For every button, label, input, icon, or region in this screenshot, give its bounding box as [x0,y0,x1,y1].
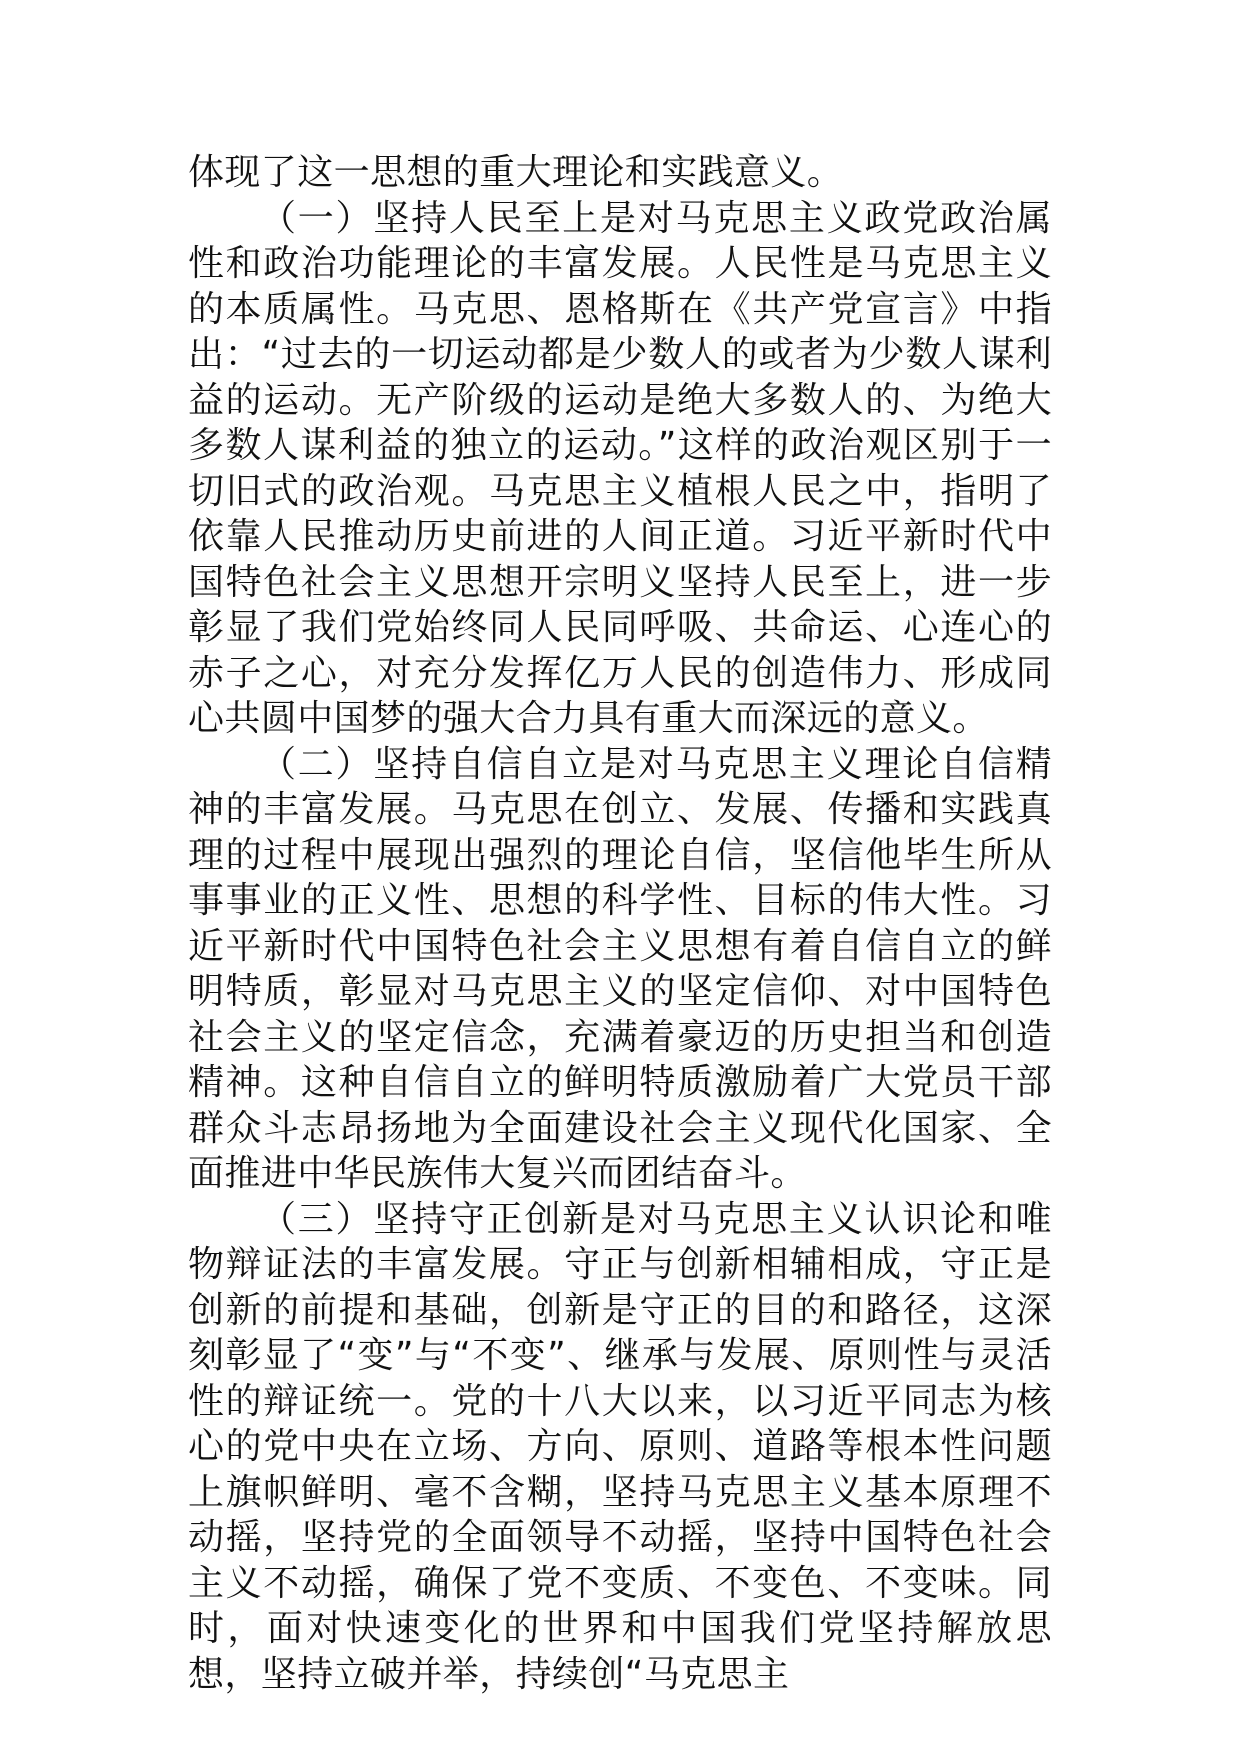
paragraph-section-1: （一）坚持人民至上是对马克思主义政党政治属性和政治功能理论的丰富发展。人民性是马克思主义的本质属性。马克思、恩格斯在《共产党宣言》中指出：“过去的一切运动都是少数人的或者为少数人谋利益的运动。无产阶级的运动是绝大多数人的、为绝大多数人谋利益的独立的运动。”这样的政治观区别于一切旧式的政治观。马克思主义植根人民之中，指明了依靠人民推动历史前进的人间正道。习近平新时代中国特色社会主义思想开宗明义坚持人民至上，进一步彰显了我们党始终同人民同呼吸、共命运、心连心的赤子之心，对充分发挥亿万人民的创造伟力、形成同心共圆中国梦的强大合力具有重大而深远的意义。 [188,197,1052,739]
paragraph-continued: 体现了这一思想的重大理论和实践意义。 [188,152,844,193]
paragraph-section-3: （三）坚持守正创新是对马克思主义认识论和唯物辩证法的丰富发展。守正与创新相辅相成，守正是创新的前提和基础，创新是守正的目的和路径，这深刻彰显了“变”与“不变”、继承与发展、原则性与灵活性的辩证统一。党的十八大以来，以习近平同志为核心的党中央在立场、方向、原则、道路等根本性问题上旗帜鲜明、毫不含糊，坚持马克思主义基本原理不动摇，坚持党的全面领导不动摇，坚持中国特色社会主义不动摇，确保了党不变质、不变色、不变味。同时，面对快速变化的世界和中国我们党坚持解放思想，坚持立破并举，持续创“马克思主 [188,1198,1052,1695]
document-page [188,150,1052,1697]
paragraph-section-2: （二）坚持自信自立是对马克思主义理论自信精神的丰富发展。马克思在创立、发展、传播和实践真理的过程中展现出强烈的理论自信，坚信他毕生所从事事业的正义性、思想的科学性、目标的伟大性。习近平新时代中国特色社会主义思想有着自信自立的鲜明特质，彰显对马克思主义的坚定信仰、对中国特色社会主义的坚定信念，充满着豪迈的历史担当和创造精神。这种自信自立的鲜明特质激励着广大党员干部群众斗志昂扬地为全面建设社会主义现代化国家、全面推进中华民族伟大复兴而团结奋斗。 [188,743,1052,1194]
